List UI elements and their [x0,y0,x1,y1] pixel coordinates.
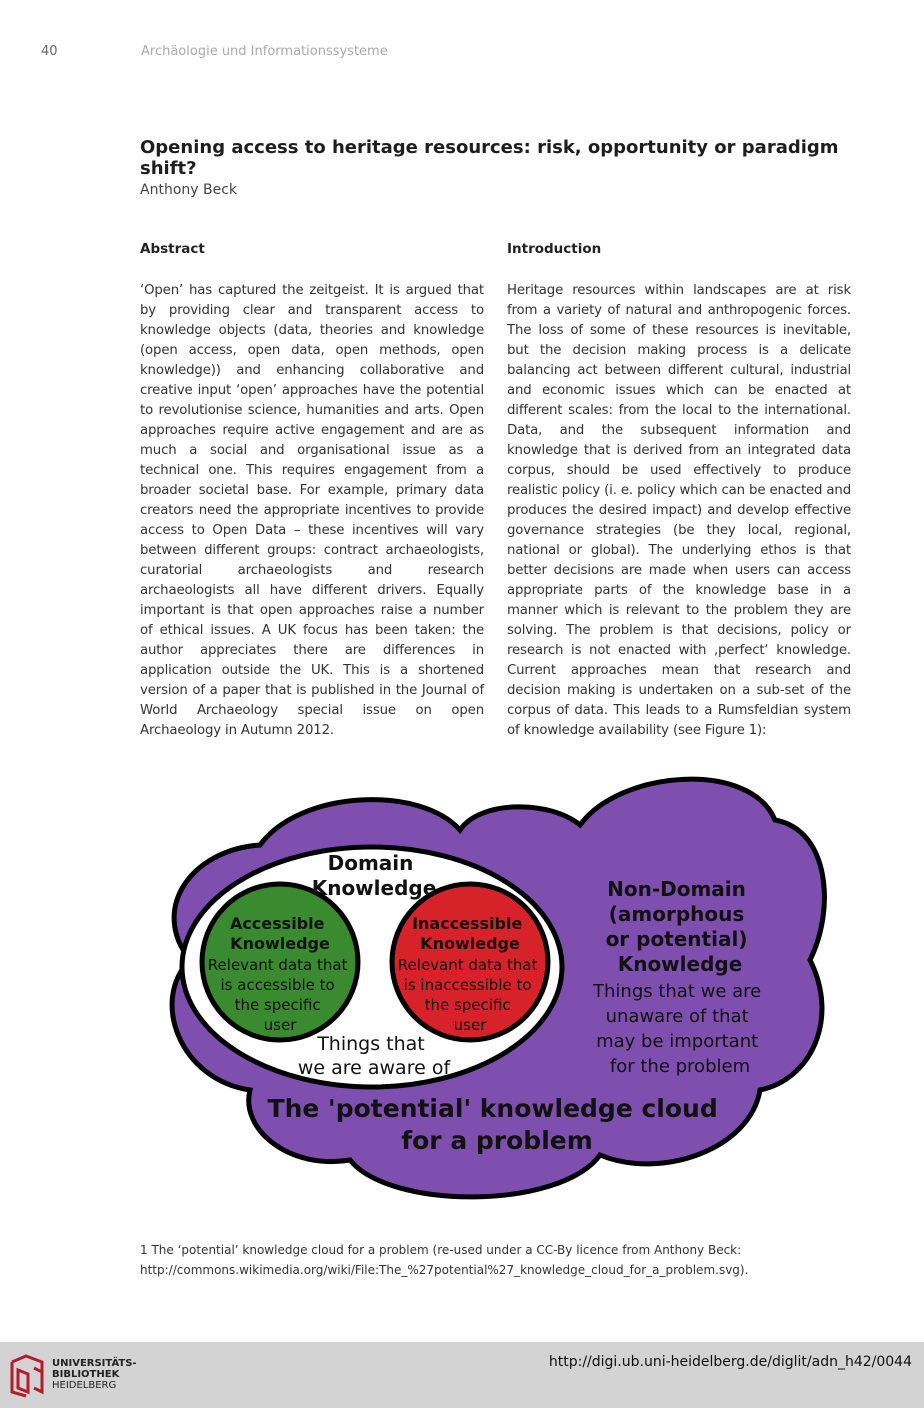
inaccessible-desc-line3: the specific [424,996,511,1014]
nondomain-desc-line4: for the problem [609,1056,751,1077]
svg-text:Non-Domain (amorphous [606,877,755,976]
svg-text:Domain Knowledge [312,851,437,900]
accessible-title-line2: Knowledge [230,934,330,953]
inaccessible-desc-line1: Relevant data that [397,956,538,974]
source-url[interactable]: http://digi.ub.uni-heidelberg.de/diglit/adn_h42/0044 [548,1354,912,1370]
aware-line2: we are aware of [297,1057,451,1079]
nondomain-desc-line3: may be important [596,1031,759,1052]
inaccessible-desc-line4: user [453,1016,487,1034]
inaccessible-title-line1: Inaccessible [412,914,523,933]
introduction-section [507,241,851,741]
nondomain-desc-line2: unaware of that [605,1006,749,1027]
accessible-desc-line1: Relevant data that [207,956,348,974]
cloud-title-line2: for a problem [401,1126,593,1155]
knowledge-cloud-figure [150,760,830,1220]
library-footer [0,1342,924,1408]
nondomain-desc-line1: Things that we are [593,981,762,1002]
running-head: Archäologie und Informationssysteme [141,44,388,59]
svg-text:Accessible Knowledge [230,914,330,953]
introduction-text: Heritage resources within landscapes are at risk from a variety of natural and anthropogenic forces. The loss of some of these resources is inevitable, but the decision making process is a delicate balancing act between different cultural, industrial and economic issues which can be enacted at different scales: from the local to the international. Data, and the subsequent information and knowledge that is derived from an integrated data corpus, should be used effectively to produce realistic policy (i. e. policy which can be enacted and produces the desired impact) and develop effective governance strategies (be they local, regional, national or global). The underlying ethos is that better decisions are made when users can access appropriate parts of the knowledge base in a manner which is relevant to the problem they are solving. The problem is that decisions, policy or research is not enacted with ‚perfect‘ knowledge. Current approaches mean that research and decision making is undertaken on a sub-set of the corpus of data. This leads to a Rumsfeldian system of knowledge availability (see Figure 1): [507,283,851,738]
library-name [52,1358,137,1391]
library-logo-icon [8,1352,46,1398]
inaccessible-title-line2: Knowledge [420,934,520,953]
nondomain-title-line4: Knowledge [617,952,743,976]
introduction-heading: Introduction [507,241,602,257]
accessible-title-line1: Accessible [229,914,325,933]
nondomain-title-line2: (amorphous [608,902,745,926]
domain-title-line2: Knowledge [311,876,437,900]
accessible-desc-line3: the specific [234,996,321,1014]
library-name-line2: BIBLIOTHEK [52,1369,120,1380]
caption-url: http://commons.wikimedia.org/wiki/File:The_%27potential%27_knowledge_cloud_for_a_problem.svg). [140,1263,749,1277]
caption-line1: 1 The ‘potential’ knowledge cloud for a problem (re-used under a CC-By licence from Anthony Beck: [140,1243,742,1257]
abstract-heading: Abstract [140,241,205,257]
aware-line1: Things that [317,1033,425,1055]
nondomain-title-line3: or potential) [605,927,748,951]
knowledge-cloud-diagram [150,760,830,1220]
figure-caption [140,1240,860,1280]
inaccessible-desc-line2: is inaccessible to [403,976,532,994]
accessible-desc-line4: user [263,1016,297,1034]
nondomain-title-line1: Non-Domain [607,877,746,901]
article-author: Anthony Beck [140,182,238,198]
accessible-desc-line2: is accessible to [220,976,335,994]
cloud-title-line1: The 'potential' knowledge cloud [267,1094,718,1123]
abstract-text: ‘Open’ has captured the zeitgeist. It is argued that by providing clear and transparent access to knowledge objects (data, theories and knowledge (open access, open data, open methods, open knowledge)) and enhancing collaborative and creative input ‘open’ approaches have the potential to revolutionise science, humanities and arts. Open approaches require active engagement and are as much a social and organisational issue as a technical one. This requires engagement from a broader societal base. For example, primary data creators need the appropriate incentives to provide access to Open Data – these incentives will vary between different groups: contract archaeologists, curatorial archaeologists and research archaeologists all have different drivers. Equally important is that open approaches raise a number of ethical issues. A UK focus has been taken: the author appreciates there are differences in application outside the UK. This is a shortened version of a paper that is published in the Journal of World Archaeology special issue on open Archaeology in Autumn 2012. [140,283,484,738]
library-name-line1: UNIVERSITÄTS- [52,1358,137,1369]
page-number: 40 [41,44,58,59]
domain-title-line1: Domain [327,851,414,875]
svg-text:Inaccessible Knowledge [412,914,528,953]
library-name-line3: HEIDELBERG [52,1380,117,1391]
abstract-section [140,241,484,741]
article-title: Opening access to heritage resources: risk, opportunity or paradigm shift? [140,137,839,179]
